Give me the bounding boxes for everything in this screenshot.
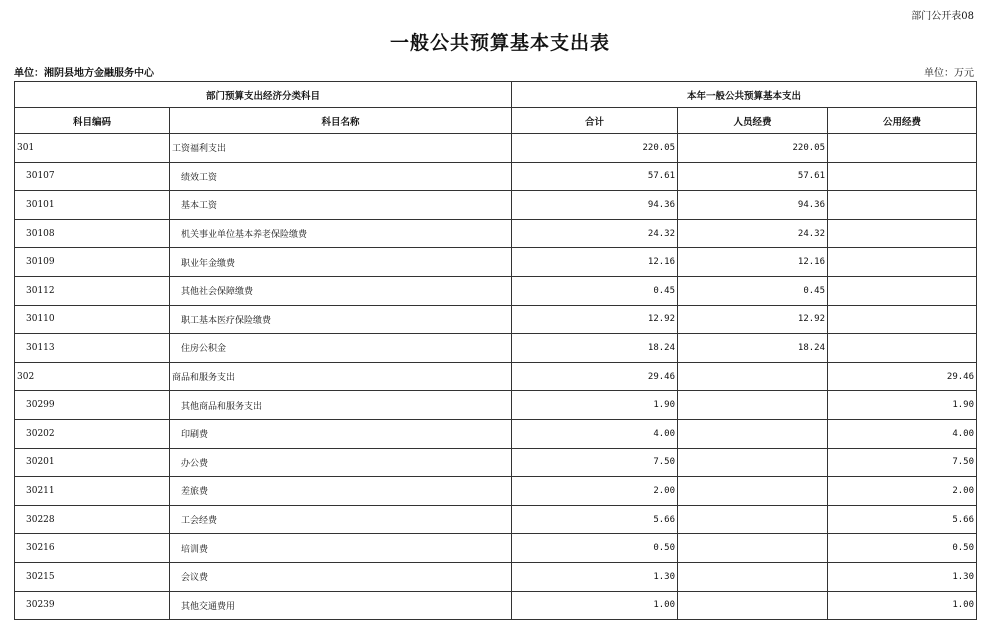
header-column-row [15, 108, 977, 134]
row-total-cell: 4.00 [512, 419, 678, 448]
row-public-cell: 7.50 [828, 448, 977, 477]
row-public-cell [828, 305, 977, 334]
row-total-cell: 12.16 [512, 248, 678, 277]
header-total: 合计 [512, 108, 678, 134]
table-row [15, 448, 977, 477]
row-code-cell: 30202 [15, 419, 170, 448]
header-economic-classification: 部门预算支出经济分类科目 [15, 82, 512, 108]
row-name-cell: 其他交通费用 [170, 591, 512, 620]
row-public-cell [828, 248, 977, 277]
row-total-cell: 220.05 [512, 134, 678, 163]
row-code-cell: 302 [15, 362, 170, 391]
row-personnel-cell [678, 562, 828, 591]
row-public-cell: 1.00 [828, 591, 977, 620]
row-total-cell: 12.92 [512, 305, 678, 334]
table-row [15, 219, 977, 248]
table-row [15, 419, 977, 448]
row-personnel-cell [678, 477, 828, 506]
row-code-cell: 30201 [15, 448, 170, 477]
row-public-cell: 2.00 [828, 477, 977, 506]
row-public-cell [828, 162, 977, 191]
row-total-cell: 2.00 [512, 477, 678, 506]
row-name-cell: 会议费 [170, 562, 512, 591]
row-code-cell: 301 [15, 134, 170, 163]
header-group-row [15, 82, 977, 108]
table-row [15, 562, 977, 591]
table-row [15, 191, 977, 220]
row-personnel-cell [678, 534, 828, 563]
table-body [15, 134, 977, 620]
row-code-cell: 30107 [15, 162, 170, 191]
table-row [15, 505, 977, 534]
row-code-cell: 30109 [15, 248, 170, 277]
table-row [15, 162, 977, 191]
form-number: 部门公开表08 [911, 11, 974, 22]
row-public-cell: 0.50 [828, 534, 977, 563]
table-row [15, 477, 977, 506]
row-personnel-cell [678, 591, 828, 620]
row-name-cell: 商品和服务支出 [170, 362, 512, 391]
row-code-cell: 30299 [15, 391, 170, 420]
row-public-cell: 1.90 [828, 391, 977, 420]
table-row [15, 362, 977, 391]
table-row [15, 305, 977, 334]
row-personnel-cell: 220.05 [678, 134, 828, 163]
row-public-cell [828, 134, 977, 163]
row-name-cell: 其他社会保障缴费 [170, 276, 512, 305]
row-personnel-cell [678, 505, 828, 534]
row-code-cell: 30211 [15, 477, 170, 506]
table-row [15, 134, 977, 163]
row-name-cell: 机关事业单位基本养老保险缴费 [170, 219, 512, 248]
organization-unit: 单位：湘阴县地方金融服务中心 [14, 68, 154, 79]
row-total-cell: 29.46 [512, 362, 678, 391]
table-row [15, 334, 977, 363]
row-personnel-cell: 18.24 [678, 334, 828, 363]
row-total-cell: 24.32 [512, 219, 678, 248]
row-code-cell: 30216 [15, 534, 170, 563]
table-row [15, 391, 977, 420]
row-total-cell: 57.61 [512, 162, 678, 191]
row-code-cell: 30108 [15, 219, 170, 248]
row-personnel-cell [678, 362, 828, 391]
currency-unit: 单位：万元 [924, 68, 974, 79]
header-code: 科目编码 [15, 108, 170, 134]
budget-table [14, 81, 977, 620]
row-code-cell: 30113 [15, 334, 170, 363]
row-public-cell: 1.30 [828, 562, 977, 591]
page-title: 一般公共预算基本支出表 [389, 32, 610, 54]
row-total-cell: 0.50 [512, 534, 678, 563]
row-personnel-cell: 12.92 [678, 305, 828, 334]
row-name-cell: 绩效工资 [170, 162, 512, 191]
row-name-cell: 基本工资 [170, 191, 512, 220]
row-public-cell [828, 276, 977, 305]
table-row [15, 534, 977, 563]
row-total-cell: 1.30 [512, 562, 678, 591]
row-personnel-cell [678, 448, 828, 477]
row-code-cell: 30112 [15, 276, 170, 305]
row-personnel-cell [678, 391, 828, 420]
row-total-cell: 18.24 [512, 334, 678, 363]
row-code-cell: 30110 [15, 305, 170, 334]
row-code-cell: 30228 [15, 505, 170, 534]
row-public-cell [828, 219, 977, 248]
header-basic-expenditure: 本年一般公共预算基本支出 [512, 82, 977, 108]
row-code-cell: 30239 [15, 591, 170, 620]
row-public-cell: 5.66 [828, 505, 977, 534]
row-public-cell: 4.00 [828, 419, 977, 448]
row-total-cell: 1.90 [512, 391, 678, 420]
row-name-cell: 办公费 [170, 448, 512, 477]
header-public: 公用经费 [828, 108, 977, 134]
table-row [15, 276, 977, 305]
row-personnel-cell: 94.36 [678, 191, 828, 220]
row-total-cell: 94.36 [512, 191, 678, 220]
row-total-cell: 1.00 [512, 591, 678, 620]
row-public-cell [828, 334, 977, 363]
row-name-cell: 培训费 [170, 534, 512, 563]
row-code-cell: 30101 [15, 191, 170, 220]
row-name-cell: 职业年金缴费 [170, 248, 512, 277]
row-total-cell: 7.50 [512, 448, 678, 477]
row-personnel-cell [678, 419, 828, 448]
header-personnel: 人员经费 [678, 108, 828, 134]
row-personnel-cell: 12.16 [678, 248, 828, 277]
row-personnel-cell: 24.32 [678, 219, 828, 248]
row-public-cell [828, 191, 977, 220]
row-total-cell: 5.66 [512, 505, 678, 534]
row-name-cell: 印刷费 [170, 419, 512, 448]
row-name-cell: 工会经费 [170, 505, 512, 534]
row-name-cell: 职工基本医疗保险缴费 [170, 305, 512, 334]
table-row [15, 248, 977, 277]
row-code-cell: 30215 [15, 562, 170, 591]
row-name-cell: 工资福利支出 [170, 134, 512, 163]
row-name-cell: 差旅费 [170, 477, 512, 506]
row-public-cell: 29.46 [828, 362, 977, 391]
row-total-cell: 0.45 [512, 276, 678, 305]
row-personnel-cell: 57.61 [678, 162, 828, 191]
row-name-cell: 其他商品和服务支出 [170, 391, 512, 420]
header-name: 科目名称 [170, 108, 512, 134]
row-personnel-cell: 0.45 [678, 276, 828, 305]
table-row [15, 591, 977, 620]
row-name-cell: 住房公积金 [170, 334, 512, 363]
